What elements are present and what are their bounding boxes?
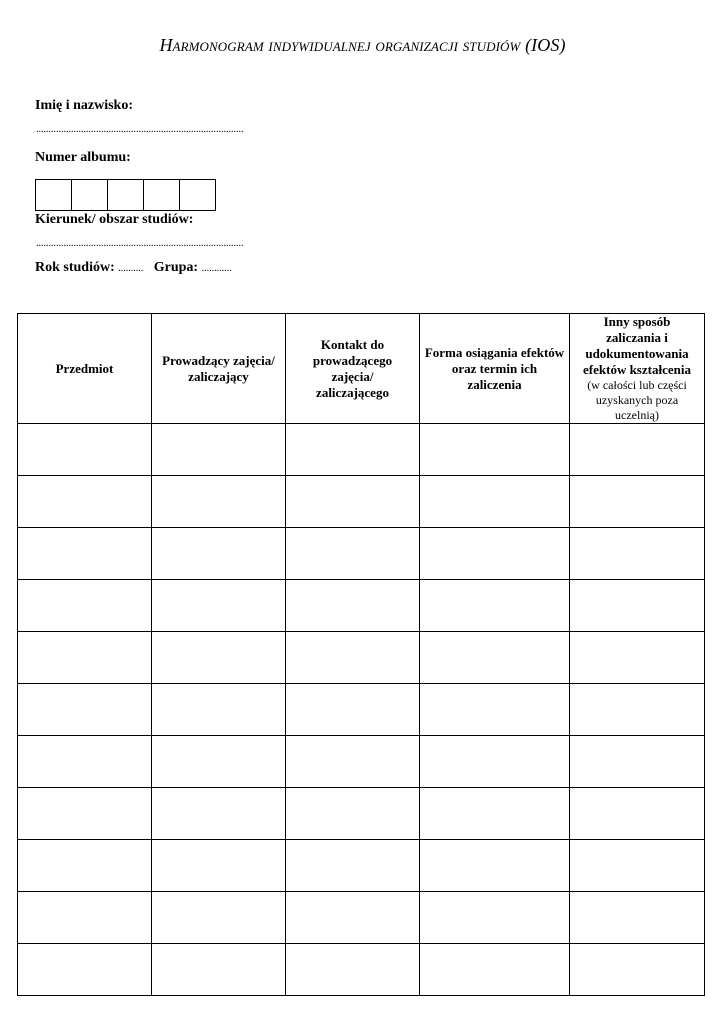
table-cell[interactable] bbox=[152, 528, 286, 580]
table-cell[interactable] bbox=[286, 424, 420, 476]
table-cell[interactable] bbox=[152, 684, 286, 736]
header-contact bbox=[286, 314, 420, 424]
album-digit-box[interactable] bbox=[144, 180, 180, 210]
table-row bbox=[18, 580, 705, 632]
header-lecturer bbox=[152, 314, 286, 424]
table-cell[interactable] bbox=[420, 840, 570, 892]
field-of-study-field[interactable]: ................................................................................... bbox=[36, 238, 244, 249]
table-cell[interactable] bbox=[286, 944, 420, 996]
album-digit-box[interactable] bbox=[180, 180, 215, 210]
table-cell[interactable] bbox=[570, 632, 705, 684]
table-cell[interactable] bbox=[152, 944, 286, 996]
table-cell[interactable] bbox=[570, 736, 705, 788]
header-contact-label: Kontakt do prowadzącego zajęcia/ zaliczającego bbox=[312, 336, 393, 400]
header-other-label: Inny sposób zaliczania i udokumentowania efektów kształcenia bbox=[583, 314, 691, 377]
table-cell[interactable] bbox=[420, 892, 570, 944]
album-digit-box[interactable] bbox=[36, 180, 72, 210]
header-form-label: Forma osiągania efektów oraz termin ich zaliczenia bbox=[424, 344, 565, 392]
table-cell[interactable] bbox=[570, 580, 705, 632]
header-lecturer-label: Prowadzący zajęcia/ zaliczający bbox=[162, 352, 275, 384]
table-cell[interactable] bbox=[286, 632, 420, 684]
table-cell[interactable] bbox=[570, 944, 705, 996]
table-cell[interactable] bbox=[420, 684, 570, 736]
table-row bbox=[18, 944, 705, 996]
header-subject bbox=[18, 314, 152, 424]
table-cell[interactable] bbox=[286, 736, 420, 788]
table-cell[interactable] bbox=[152, 632, 286, 684]
table-cell[interactable] bbox=[18, 944, 152, 996]
table-row bbox=[18, 840, 705, 892]
table-row bbox=[18, 684, 705, 736]
year-label: Rok studiów: bbox=[35, 260, 115, 275]
album-number-boxes[interactable] bbox=[35, 179, 216, 211]
table-cell[interactable] bbox=[286, 788, 420, 840]
table-cell[interactable] bbox=[152, 476, 286, 528]
table-cell[interactable] bbox=[286, 684, 420, 736]
document-title-main: Harmonogram indywidualnej organizacji studiów bbox=[159, 35, 521, 55]
table-cell[interactable] bbox=[420, 476, 570, 528]
header-form bbox=[420, 314, 570, 424]
table-row bbox=[18, 528, 705, 580]
year-group-line bbox=[35, 260, 232, 276]
table-cell[interactable] bbox=[570, 476, 705, 528]
table-cell[interactable] bbox=[18, 528, 152, 580]
table-row bbox=[18, 892, 705, 944]
table-cell[interactable] bbox=[18, 580, 152, 632]
group-field[interactable]: ............ bbox=[201, 263, 232, 274]
album-number-label: Numer albumu: bbox=[35, 150, 131, 165]
table-cell[interactable] bbox=[420, 736, 570, 788]
table-cell[interactable] bbox=[18, 632, 152, 684]
table-cell[interactable] bbox=[18, 476, 152, 528]
table-cell[interactable] bbox=[18, 736, 152, 788]
table-cell[interactable] bbox=[420, 788, 570, 840]
table-cell[interactable] bbox=[570, 892, 705, 944]
table-row bbox=[18, 424, 705, 476]
table-cell[interactable] bbox=[18, 788, 152, 840]
table-cell[interactable] bbox=[420, 424, 570, 476]
schedule-table bbox=[17, 313, 705, 996]
table-cell[interactable] bbox=[152, 580, 286, 632]
header-other bbox=[570, 314, 705, 424]
table-row bbox=[18, 788, 705, 840]
name-label: Imię i nazwisko: bbox=[35, 98, 133, 113]
table-header-row bbox=[18, 314, 705, 424]
table-cell[interactable] bbox=[152, 424, 286, 476]
document-title bbox=[0, 35, 725, 56]
table-cell[interactable] bbox=[420, 632, 570, 684]
group-label: Grupa: bbox=[153, 260, 199, 275]
table-cell[interactable] bbox=[420, 528, 570, 580]
table-cell[interactable] bbox=[18, 892, 152, 944]
table-cell[interactable] bbox=[152, 892, 286, 944]
table-row bbox=[18, 736, 705, 788]
table-cell[interactable] bbox=[286, 528, 420, 580]
table-cell[interactable] bbox=[152, 788, 286, 840]
table-cell[interactable] bbox=[420, 944, 570, 996]
table-cell[interactable] bbox=[286, 580, 420, 632]
header-other-note: (w całości lub części uzyskanych poza uczelnią) bbox=[587, 378, 687, 422]
table-cell[interactable] bbox=[420, 580, 570, 632]
header-subject-label: Przedmiot bbox=[55, 360, 114, 376]
document-title-abbr: (IOS) bbox=[525, 35, 566, 55]
table-body bbox=[18, 424, 705, 996]
table-row bbox=[18, 632, 705, 684]
table-cell[interactable] bbox=[286, 476, 420, 528]
table-cell[interactable] bbox=[570, 424, 705, 476]
table-cell[interactable] bbox=[570, 684, 705, 736]
table-cell[interactable] bbox=[570, 840, 705, 892]
field-of-study-label: Kierunek/ obszar studiów: bbox=[35, 212, 194, 227]
table-cell[interactable] bbox=[286, 840, 420, 892]
album-digit-box[interactable] bbox=[108, 180, 144, 210]
table-cell[interactable] bbox=[570, 788, 705, 840]
table-cell[interactable] bbox=[152, 736, 286, 788]
table-cell[interactable] bbox=[286, 892, 420, 944]
table-cell[interactable] bbox=[152, 840, 286, 892]
table-row bbox=[18, 476, 705, 528]
name-field[interactable]: ................................................................................... bbox=[36, 124, 244, 135]
table-cell[interactable] bbox=[18, 840, 152, 892]
album-digit-box[interactable] bbox=[72, 180, 108, 210]
table-cell[interactable] bbox=[18, 684, 152, 736]
year-field[interactable]: .......... bbox=[118, 263, 144, 274]
table-cell[interactable] bbox=[570, 528, 705, 580]
table-cell[interactable] bbox=[18, 424, 152, 476]
